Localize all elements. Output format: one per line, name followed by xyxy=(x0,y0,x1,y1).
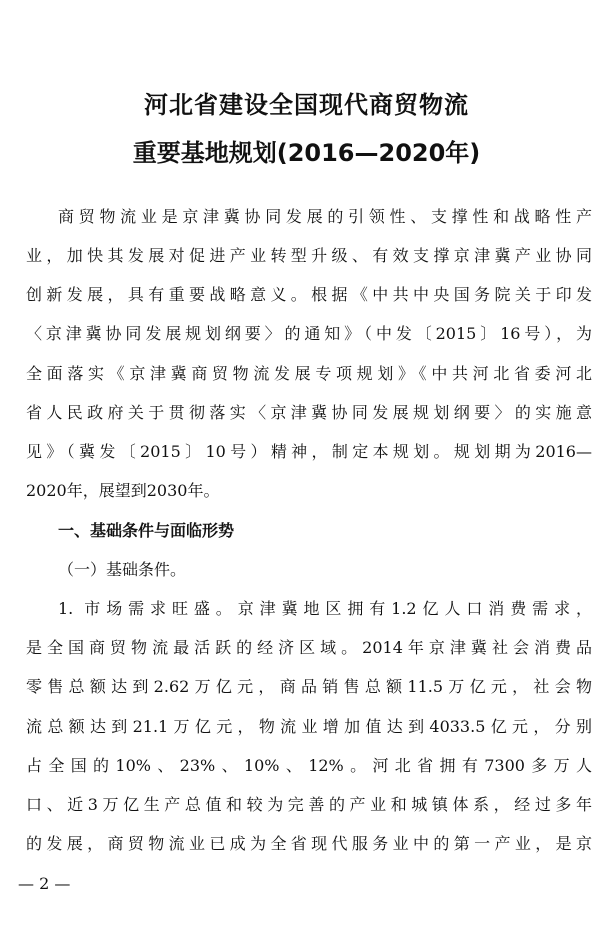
paragraph-line: 2020年，展望到2030年。 xyxy=(26,481,220,500)
paragraph-line: 省人民政府关于贯彻落实〈京津冀协同发展规划纲要〉的实施意 xyxy=(26,403,592,422)
paragraph-line: 口、近3万亿生产总值和较为完善的产业和城镇体系，经过多年 xyxy=(26,795,592,814)
paragraph-line: 占全国的10%、23%、10%、12%。河北省拥有7300多万人 xyxy=(26,756,592,775)
paragraph-line: 的发展，商贸物流业已成为全省现代服务业中的第一产业，是京 xyxy=(26,834,592,853)
paragraph-line: 创新发展，具有重要战略意义。根据《中共中央国务院关于印发 xyxy=(26,285,592,304)
section-heading: 一、基础条件与面临形势 xyxy=(58,521,235,540)
paragraph-line: 流总额达到21.1万亿元，物流业增加值达到4033.5亿元，分别 xyxy=(26,717,592,736)
paragraph-line: 1. 市场需求旺盛。京津冀地区拥有1.2亿人口消费需求， xyxy=(58,599,592,618)
document-title-line-1: 河北省建设全国现代商贸物流 xyxy=(144,91,469,119)
subsection-heading: （一）基础条件。 xyxy=(58,560,187,579)
paragraph-line: 商贸物流业是京津冀协同发展的引领性、支撑性和战略性产 xyxy=(58,207,592,226)
paragraph-line: 业，加快其发展对促进产业转型升级、有效支撑京津冀产业协同 xyxy=(26,246,592,265)
paragraph-line: 是全国商贸物流最活跃的经济区域。2014年京津冀社会消费品 xyxy=(26,638,592,657)
paragraph-line: 零售总额达到2.62万亿元，商品销售总额11.5万亿元，社会物 xyxy=(26,677,592,696)
paragraph-line: 全面落实《京津冀商贸物流发展专项规划》《中共河北省委河北 xyxy=(26,364,592,383)
page-number: — 2 — xyxy=(18,874,71,893)
paragraph-line: 〈京津冀协同发展规划纲要〉的通知》（中发〔2015〕16号），为 xyxy=(26,324,592,343)
paragraph-line: 见》（冀发〔2015〕10号）精神，制定本规划。规划期为2016— xyxy=(26,442,592,461)
document-title-line-2: 重要基地规划(2016—2020年) xyxy=(132,139,481,167)
